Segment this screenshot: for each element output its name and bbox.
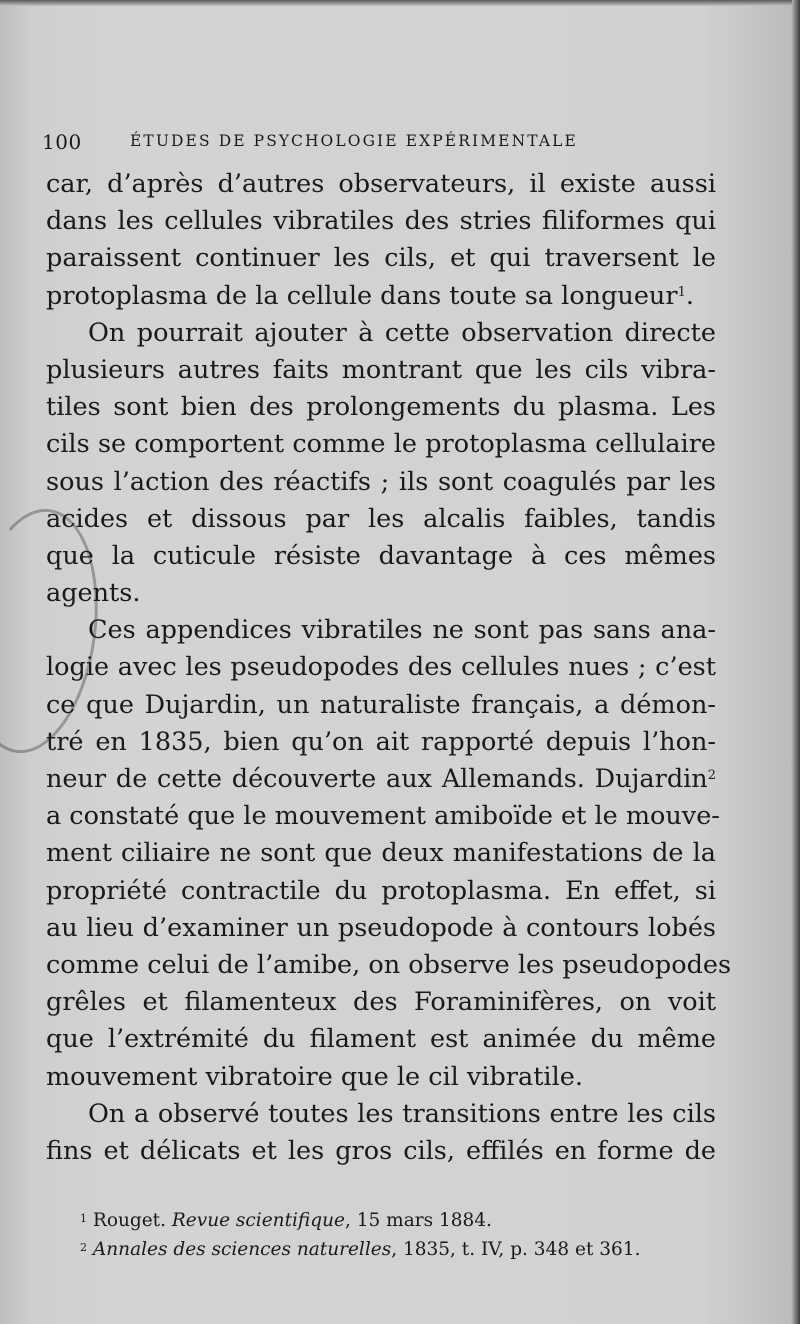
page-header: [42, 124, 742, 158]
footnote-text: , 1835, t. IV, p. 348 et 361.: [391, 1239, 641, 1260]
text-line: fins et délicats et les gros cils, effilés en forme de: [46, 1135, 716, 1166]
text-line: logie avec les pseudopodes des cellules nues ; c’est: [46, 652, 716, 683]
footnote-mark: 2: [80, 1241, 87, 1254]
running-head: ÉTUDES DE PSYCHOLOGIE EXPÉRIMENTALE: [130, 132, 578, 150]
text-line: grêles et filamenteux des Foraminifères, on voit: [46, 987, 716, 1018]
footnotes: [80, 1206, 720, 1264]
text-line: cils se comportent comme le protoplasma cellulaire: [46, 429, 716, 460]
text-line: paraissent continuer les cils, et qui traversent le: [46, 243, 716, 274]
text-line: ment ciliaire ne sont que deux manifestations de la: [46, 838, 716, 869]
text-line-tail: .: [685, 280, 694, 311]
page-number: 100: [42, 130, 82, 154]
text-line-content: neur de cette découverte aux Allemands. Dujardin: [46, 764, 708, 794]
text-line: acides et dissous par les alcalis faibles, tandis: [46, 503, 716, 534]
text-line: ce que Dujardin, un naturaliste français, a démon-: [46, 689, 716, 720]
footnote-title: Annales des sciences naturelles: [92, 1239, 392, 1260]
footnote-2: [80, 1235, 720, 1264]
text-line: dans les cellules vibratiles des stries filiformes qui: [46, 206, 716, 237]
text-line: mouvement vibratoire que le cil vibratile.: [46, 1061, 583, 1092]
text-line: On a observé toutes les transitions entre les cils: [88, 1098, 716, 1129]
text-line: car, d’après d’autres observateurs, il existe aussi: [46, 169, 716, 199]
footnote-text: , 15 mars 1884.: [344, 1210, 492, 1231]
page-top-edge: [0, 0, 800, 6]
text-line: tré en 1835, bien qu’on ait rapporté depuis l’hon-: [46, 726, 716, 757]
footnote-ref-2: 2: [707, 768, 716, 783]
footnote-ref-1: 1: [677, 284, 686, 300]
text-line: plusieurs autres faits montrant que les cils vibra-: [46, 354, 716, 385]
text-line: tiles sont bien des prolongements du plasma. Les: [46, 392, 716, 423]
text-line: On pourrait ajouter à cette observation directe: [88, 317, 716, 348]
text-line: Ces appendices vibratiles ne sont pas sans ana-: [88, 615, 716, 646]
footnote-mark: 1: [80, 1212, 87, 1225]
text-line: que la cuticule résiste davantage à ces mêmes: [46, 540, 716, 571]
text-line: propriété contractile du protoplasma. En effet, si: [46, 875, 716, 906]
text-line-content: protoplasma de la cellule dans toute sa longueur: [46, 280, 678, 311]
page-gutter-shadow: [792, 0, 800, 1324]
text-line: comme celui de l’amibe, on observe les pseudopodes: [46, 949, 732, 980]
body-text: [46, 166, 732, 1170]
footnote-text: Rouget.: [92, 1210, 172, 1231]
text-line: a constaté que le mouvement amiboïde et le mouve-: [46, 801, 720, 832]
text-line: [46, 761, 716, 798]
footnote-title: Revue scientifique: [171, 1210, 345, 1231]
text-line: que l’extrémité du filament est animée du même: [46, 1024, 716, 1055]
text-line: sous l’action des réactifs ; ils sont coagulés par les: [46, 466, 716, 497]
text-line: [46, 278, 716, 315]
footnote-1: [80, 1206, 720, 1235]
text-line: agents.: [46, 578, 141, 609]
text-line: au lieu d’examiner un pseudopode à contours lobés: [46, 912, 716, 943]
